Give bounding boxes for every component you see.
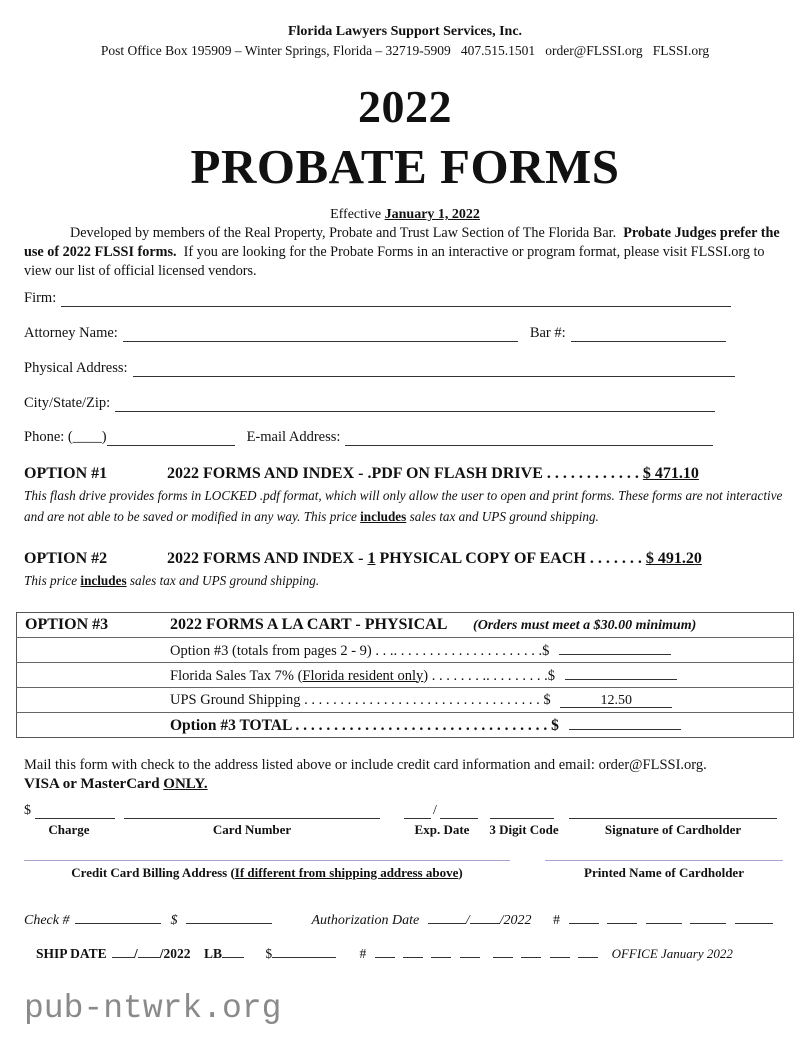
tracking-input[interactable]	[550, 943, 570, 958]
ship-month-input[interactable]	[112, 943, 134, 958]
attorney-name-label: Attorney Name:	[24, 325, 118, 341]
firm-label: Firm:	[24, 290, 57, 306]
effective-date	[0, 207, 810, 223]
intro-text-2: If you are looking for the Probate Forms in an interactive or program format, please visit FLSSI.org to view our list of official licensed vendors.	[24, 244, 765, 279]
option3-minimum-note: (Orders must meet a $30.00 minimum)	[473, 618, 697, 633]
phone-email-field[interactable]	[24, 429, 713, 446]
auth-code-input[interactable]	[735, 909, 773, 924]
watermark: pub-ntwrk.org	[24, 990, 282, 1027]
option3-header-row	[17, 613, 794, 638]
tracking-input[interactable]	[375, 943, 395, 958]
option3-tax-label-2: ) . . . . . . . .. . . . . . . . .$	[423, 667, 555, 684]
exp-slash: /	[433, 803, 437, 818]
table-row	[17, 713, 794, 738]
organization-name: Florida Lawyers Support Services, Inc.	[287, 24, 523, 39]
city-state-zip-field[interactable]	[24, 395, 715, 412]
digit-code-label: 3 Digit Code	[489, 822, 559, 837]
firm-input[interactable]	[61, 292, 731, 307]
physical-address-label: Physical Address:	[24, 360, 128, 376]
tracking-input[interactable]	[493, 943, 513, 958]
option3-total-cell	[162, 713, 794, 738]
authorization-date-label: Authorization Date	[311, 913, 420, 928]
signature-input[interactable]	[569, 818, 777, 819]
option3-title-cell	[162, 613, 794, 638]
phone-input[interactable]	[107, 431, 235, 446]
ship-amount-input[interactable]	[272, 943, 336, 958]
empty-cell	[17, 663, 163, 688]
printed-name-input[interactable]	[545, 860, 783, 861]
card-number-input[interactable]	[124, 818, 380, 819]
organization-address: Post Office Box 195909 – Winter Springs, Florida – 32719-5909 407.515.1501 order@FLSSI.org FLSSI.org	[100, 43, 710, 58]
mail-instructions: Mail this form with check to the address listed above or include credit card information and email: order@FLSSI.org.	[24, 757, 707, 773]
ship-day-input[interactable]	[138, 943, 160, 958]
ship-hash: #	[359, 946, 367, 961]
ship-year: /2022	[159, 946, 191, 961]
office-ship-row: SHIP DATE / /2022 LB $ # OFFICE January 2022	[36, 943, 733, 962]
empty-cell	[17, 638, 163, 663]
card-types: VISA or MasterCard	[24, 776, 160, 792]
option1-title: 2022 FORMS AND INDEX - .PDF ON FLASH DRIVE . . . . . . . . . . . .	[167, 465, 639, 482]
option2-desc-includes: includes	[80, 573, 127, 588]
billing-label-text-2: )	[458, 865, 463, 880]
intro-paragraph	[24, 224, 784, 281]
attorney-name-input[interactable]	[123, 327, 518, 342]
check-number-label: Check #	[24, 913, 70, 928]
card-number-label: Card Number	[212, 822, 292, 837]
page-year: 2022	[358, 81, 452, 132]
option1-desc-text-2: sales tax and UPS ground shipping.	[409, 508, 599, 524]
billing-label-note: If different from shipping address above	[234, 865, 459, 880]
exp-year-input[interactable]	[440, 818, 478, 819]
option2-title: 2022 FORMS AND INDEX -	[167, 550, 364, 567]
tracking-input[interactable]	[403, 943, 423, 958]
option2-title-qty: 1	[367, 550, 376, 567]
option1-description	[24, 486, 794, 527]
check-amount-input[interactable]	[186, 909, 272, 924]
option3-table	[16, 612, 794, 738]
auth-hash: #	[553, 913, 560, 928]
empty-cell	[17, 688, 163, 713]
option3-tax-label: Florida Sales Tax 7% (	[170, 667, 303, 684]
option3-subtotal-label: Option #3 (totals from pages 2 - 9) . . .. . . . . . . . . . . . . . . . . . . . .$	[170, 642, 550, 659]
option2-desc-text: This price	[24, 573, 78, 588]
auth-code-input[interactable]	[607, 909, 637, 924]
attorney-name-field[interactable]	[24, 325, 726, 342]
exp-month-input[interactable]	[404, 818, 431, 819]
physical-address-input[interactable]	[133, 362, 735, 377]
lb-input[interactable]	[222, 943, 244, 958]
option3-total-label: Option #3 TOTAL . . . . . . . . . . . . . . . . . . . . . . . . . . . . . . . . . $	[170, 716, 559, 734]
option2-title-2: PHYSICAL COPY OF EACH . . . . . . .	[379, 550, 642, 567]
ship-dollar: $	[265, 946, 273, 961]
option3-title: 2022 FORMS A LA CART - PHYSICAL	[170, 616, 448, 633]
digit-code-input[interactable]	[490, 818, 554, 819]
option3-label: OPTION #3	[25, 616, 109, 633]
auth-code-input[interactable]	[690, 909, 726, 924]
option2-heading	[24, 550, 702, 568]
empty-cell	[17, 713, 163, 738]
lb-label: LB	[203, 946, 222, 961]
tracking-input[interactable]	[460, 943, 480, 958]
option3-subtotal-cell	[162, 638, 794, 663]
signature-label: Signature of Cardholder	[604, 822, 742, 837]
option2-desc-text-2: sales tax and UPS ground shipping.	[129, 573, 320, 588]
phone-label: Phone: (____)	[24, 429, 107, 445]
option3-tax-cell	[162, 663, 794, 688]
option3-tax-note: Florida resident only	[302, 667, 424, 684]
option2-price: $ 491.20	[645, 550, 702, 567]
option3-subtotal-input[interactable]	[559, 641, 671, 655]
effective-date-value: January 1, 2022	[384, 207, 480, 222]
city-state-zip-label: City/State/Zip:	[24, 395, 111, 411]
auth-code-input[interactable]	[569, 909, 599, 924]
auth-year: /2022	[499, 913, 532, 928]
option1-heading	[24, 465, 699, 483]
tracking-input[interactable]	[521, 943, 541, 958]
auth-month-input[interactable]	[428, 909, 466, 924]
office-check-row: Check # $ Authorization Date / /2022 #	[24, 909, 773, 929]
auth-code-input[interactable]	[646, 909, 682, 924]
page-title: PROBATE FORMS	[190, 139, 620, 194]
billing-address-label	[24, 865, 510, 881]
email-input[interactable]	[345, 431, 713, 446]
option3-shipping-label: UPS Ground Shipping . . . . . . . . . . . . . . . . . . . . . . . . . . . . . . . . . $	[170, 691, 551, 708]
card-types-note	[24, 776, 208, 793]
intro-text: Developed by members of the Real Property, Probate and Trust Law Section of The Florida Bar.	[70, 225, 617, 241]
email-label: E-mail Address:	[246, 429, 341, 445]
firm-field[interactable]	[24, 290, 731, 307]
table-row	[17, 688, 794, 713]
office-note: OFFICE January 2022	[611, 946, 733, 961]
option3-total-input[interactable]	[569, 716, 681, 730]
charge-label: Charge	[48, 822, 90, 837]
option1-price: $ 471.10	[642, 465, 699, 482]
auth-day-input[interactable]	[470, 909, 500, 924]
printed-name-label: Printed Name of Cardholder	[584, 865, 744, 880]
intro-bold: Probate Judges prefer the use of 2022 FLSSI forms.	[24, 225, 780, 260]
option3-tax-input[interactable]	[565, 666, 677, 680]
charge-input[interactable]	[35, 818, 115, 819]
charge-dollar: $	[24, 803, 31, 818]
option1-desc-text: This flash drive provides forms in LOCKED .pdf format, which will only allow the user to open and print forms. These forms are not interactive and are not able to be saved or modified in any way. This price	[24, 488, 783, 524]
option3-shipping-cell	[162, 688, 794, 713]
check-dollar: $	[170, 913, 178, 928]
physical-address-field[interactable]	[24, 360, 735, 377]
billing-label-text: Credit Card Billing Address (	[71, 865, 235, 880]
bar-number-label: Bar #:	[529, 325, 566, 341]
table-row	[17, 638, 794, 663]
option3-label-cell	[17, 613, 163, 638]
effective-label: Effective	[330, 207, 382, 222]
ship-date-label: SHIP DATE	[36, 946, 107, 961]
exp-date-label: Exp. Date	[414, 822, 470, 837]
billing-address-input[interactable]	[24, 860, 510, 861]
city-state-zip-input[interactable]	[115, 397, 715, 412]
option3-shipping-value[interactable]: 12.50	[560, 694, 672, 708]
table-row	[17, 663, 794, 688]
card-types-only: ONLY.	[163, 776, 208, 792]
bar-number-input[interactable]	[571, 327, 726, 342]
option2-label: OPTION #2	[24, 550, 108, 567]
option1-label: OPTION #1	[24, 465, 108, 482]
option1-desc-includes: includes	[360, 508, 407, 524]
tracking-input[interactable]	[431, 943, 451, 958]
tracking-input[interactable]	[578, 943, 598, 958]
check-number-input[interactable]	[75, 909, 161, 924]
option2-description	[24, 571, 794, 592]
